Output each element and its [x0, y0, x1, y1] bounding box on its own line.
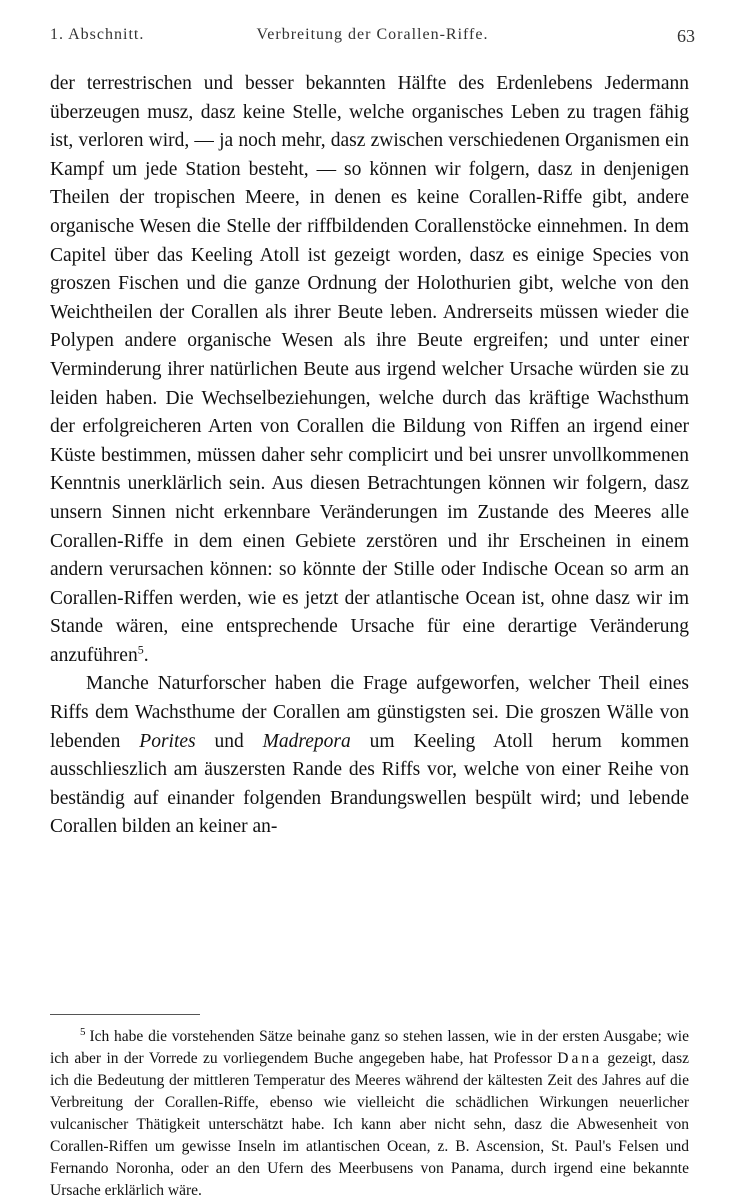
running-title: Verbreitung der Corallen-Riffe. — [256, 26, 489, 43]
paragraph-2-text-c: um Keeling Atoll herum kommen ausschlieszlich am äuszersten Rande des Riffs vor, welche von einer Reihe von beständig auf einander folgenden Brandungswellen bespült wird; und lebende Corallen bilden an keiner an- — [50, 730, 689, 838]
paragraph-1-end: . — [143, 644, 149, 666]
footnote-text-a: Ich habe die vorstehenden Sätze beinahe ganz so stehen lassen, wie in der ersten Ausgabe; wie ich aber in der Vorrede zu vorliegendem Buche angegeben habe, hat Professor — [50, 1028, 689, 1067]
footnotes — [50, 1026, 689, 1202]
italic-porites: Porites — [139, 730, 196, 752]
main-text — [50, 70, 689, 842]
footnote-name-dana: Dana — [557, 1050, 602, 1067]
paragraph-1-text: der terrestrischen und besser bekannten Hälfte des Erdenlebens Jedermann überzeugen musz, dasz keine Stelle, welche organisches Leben zu tragen fähig ist, verloren wird, — ja noch mehr, dasz zwischen verschiedenen Organismen ein Kampf um jede Station besteht, — so können wir folgern, dasz in denjenigen Theilen der tropischen Meere, in denen es keine Corallen-Riffe gibt, andere organische Wesen die Stelle der riffbildenden Corallenstöcke einnehmen. In dem Capitel über das Keeling Atoll ist gezeigt worden, dasz es einige Species von groszen Fischen und die ganze Ordnung der Holothurien gibt, welche von den Weichtheilen der Corallen als ihrer Beute leben. Andrerseits müssen wieder die Polypen andere organische Wesen als ihre Beute ergreifen; und unter einer Verminderung ihrer natürlichen Beute aus irgend welcher Ursache würden sie zu leiden haben. Die Wechselbeziehungen, welche durch das kräftige Wachsthum der erfolgreicheren Arten von Corallen die Bildung von Riffen an irgend einer Küste bestimmen, müssen daher sehr complicirt und bei unsrer unvollkommenen Kenntnis unerklärlich sein. Aus diesen Betrachtungen können wir folgern, dasz unsern Sinnen nicht erkennbare Veränderungen im Zustande des Meeres alle Corallen-Riffe in dem einen Gebiete zerstören und ihr Erscheinen in einem andern verursachen können: so könnte der Stille oder Indische Ocean so arm an Corallen-Riffen werden, wie es jetzt der atlantische Ocean ist, ohne dasz wir im Stande wären, eine entsprechende Ursache für eine derartige Veränderung anzuführen — [50, 73, 689, 666]
footnote-divider — [50, 1014, 200, 1015]
paragraph-2 — [50, 670, 689, 842]
footnote-5 — [50, 1026, 689, 1202]
paragraph-2-text-a: Manche Naturforscher haben die Frage aufgeworfen, welcher Theil eines Riffs dem Wachsthume der Corallen am günstigsten sei. Die groszen Wälle von lebenden — [50, 673, 689, 752]
paragraph-1 — [50, 70, 689, 670]
italic-madrepora: Madrepora — [262, 730, 351, 752]
page-number: 63 — [677, 26, 695, 46]
section-label: 1. Abschnitt. — [50, 26, 145, 43]
footnote-reference[interactable]: 5 — [137, 642, 144, 657]
running-head — [50, 26, 695, 54]
paragraph-2-text-b: und — [195, 730, 263, 752]
footnote-mark: 5 — [80, 1025, 86, 1038]
footnote-text-b: gezeigt, dasz ich die Bedeutung der mittleren Temperatur des Meeres während der kältesten Zeit des Jahres auf die Verbreitung der Corallen-Riffe, ebenso wie vielleicht die schädlichen Wirkungen neuerlicher vulcanischer Thätigkeit unterschätzt habe. Ich kann aber nicht sehn, dasz die Abwesenheit von Corallen-Riffen um gewisse Inseln im atlantischen Ocean, z. B. Ascension, St. Paul's Felsen und Fernando Noronha, oder an den Ufern des Meerbusens von Panama, durch irgend eine bekannte Ursache erklärlich wäre. — [50, 1050, 690, 1199]
